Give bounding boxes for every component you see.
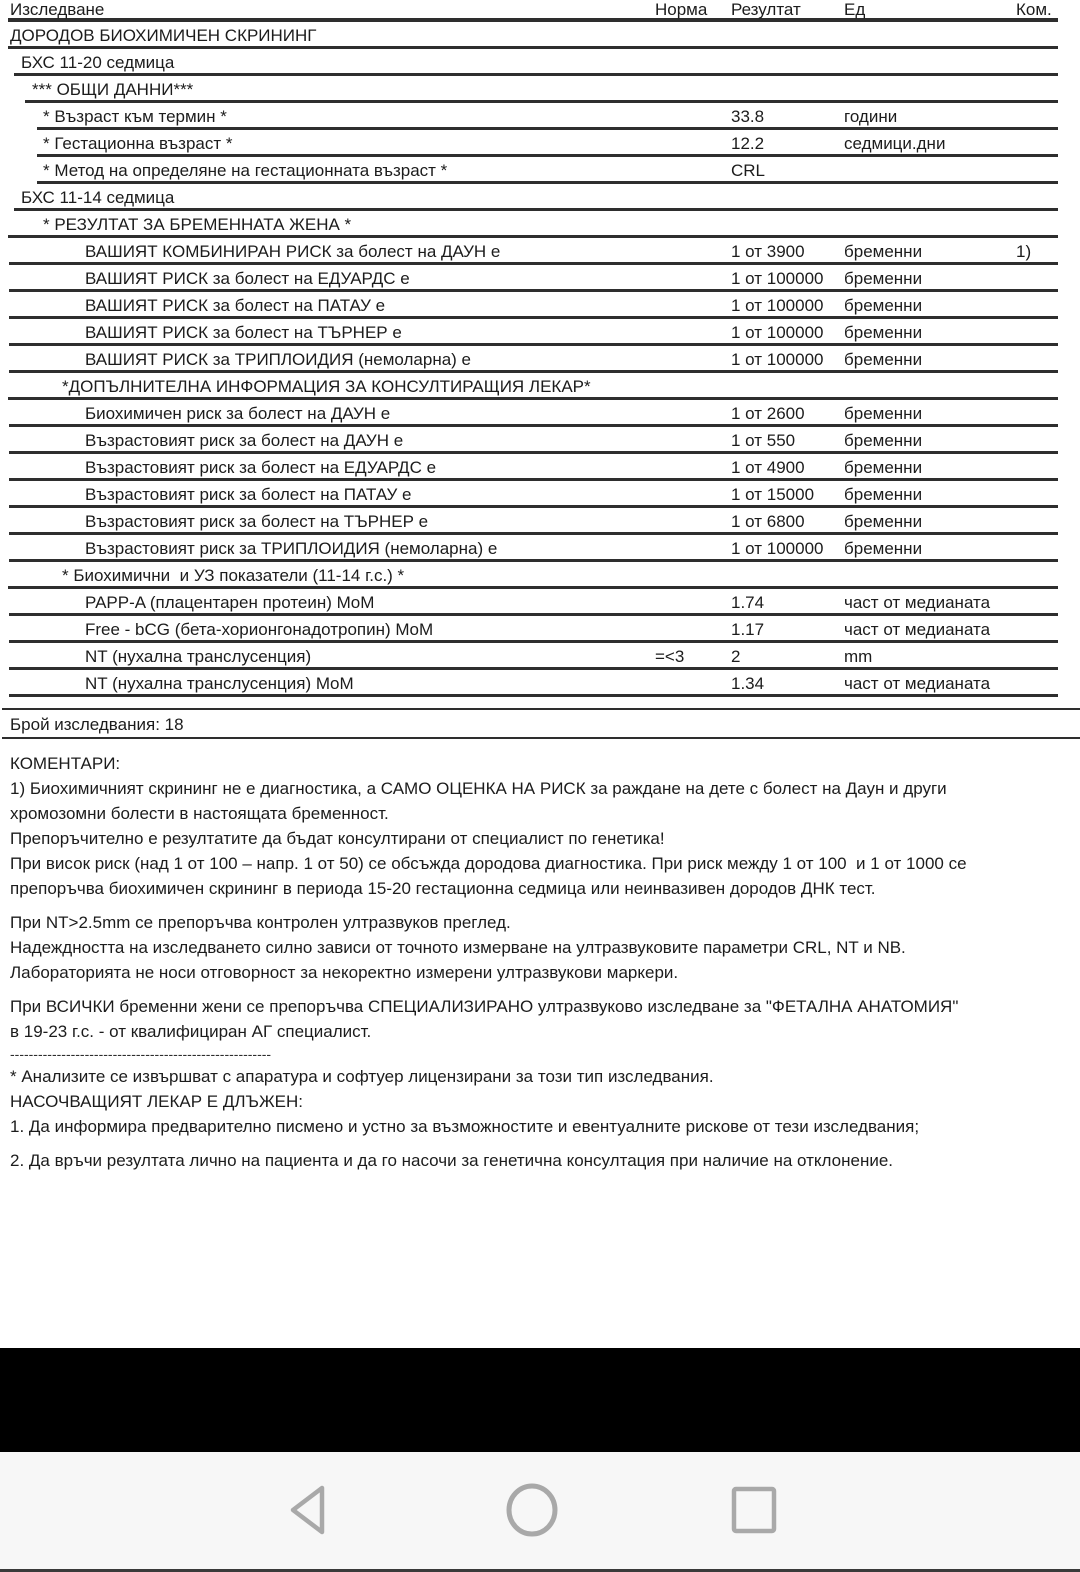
back-icon [286, 1482, 330, 1541]
table-row [0, 427, 1080, 454]
cell-unit: част от медианата [844, 619, 991, 639]
results-table [0, 0, 1080, 697]
cell-name: Възрастовият риск за болест на ТЪРНЕР е [85, 511, 429, 531]
cell-result: 1.74 [731, 592, 765, 612]
summary-text: Брой изследвания: 18 [10, 715, 184, 734]
cell-result: 1 от 100000 [731, 268, 824, 288]
comment-line [10, 985, 1080, 994]
table-row [0, 373, 1080, 400]
cell-name: Възрастовият риск за болест на ЕДУАРДС е [85, 457, 437, 477]
cell-result: CRL [731, 160, 766, 180]
cell-name: ВАШИЯТ РИСК за болест на ПАТАУ е [85, 295, 386, 315]
table-row [0, 508, 1080, 535]
table-row [0, 22, 1080, 49]
table-row [0, 346, 1080, 373]
cell-unit: бременни [844, 268, 923, 288]
home-icon [505, 1482, 559, 1541]
cell-unit: част от медианата [844, 673, 991, 693]
comment-line [10, 901, 1080, 910]
cell-name: БХС 11-20 седмица [21, 52, 175, 72]
cell-name: Възрастовият риск за болест на ПАТАУ е [85, 484, 412, 504]
column-header-rezultat: Резултат [731, 0, 801, 19]
cell-unit: бременни [844, 241, 923, 261]
fullscreen-black-area [0, 1348, 1080, 1452]
comment-line: * Анализите се извършват с апаратура и софтуер лицензирани за този тип изследвания. [10, 1067, 714, 1086]
comment-line: 1. Да информира предварително писмено и устно за възможностите и евентуалните рискове от тези изследвания; [10, 1117, 920, 1136]
comment-line: НАСОЧВАЩИЯТ ЛЕКАР Е ДЛЪЖЕН: [10, 1092, 304, 1111]
table-row [0, 184, 1080, 211]
table-row [0, 535, 1080, 562]
comment-line [10, 1139, 1080, 1148]
cell-name: БХС 11-14 седмица [21, 187, 175, 207]
cell-name: ВАШИЯТ РИСК за болест на ТЪРНЕР е [85, 322, 402, 342]
comment-line: КОМЕНТАРИ: [10, 754, 121, 773]
cell-name: NT (нухална транслусенция) MoM [85, 673, 354, 693]
cell-result: 1 от 100000 [731, 349, 824, 369]
cell-unit: mm [844, 646, 873, 666]
cell-name: Биохимичен риск за болест на ДАУН е [85, 403, 391, 423]
table-row [0, 481, 1080, 508]
cell-name: ДОРОДОВ БИОХИМИЧЕН СКРИНИНГ [10, 25, 317, 45]
cell-result: 1 от 15000 [731, 484, 815, 504]
row-rule [9, 694, 1058, 697]
cell-name: * РЕЗУЛТАТ ЗА БРЕМЕННАТА ЖЕНА * [43, 214, 352, 234]
table-row [0, 157, 1080, 184]
cell-result: 2 [731, 646, 741, 666]
table-row [0, 589, 1080, 616]
cell-name: NT (нухална транслусенция) [85, 646, 312, 666]
cell-unit: седмици.дни [844, 133, 946, 153]
comments-section [0, 751, 1080, 1173]
cell-result: 1 от 6800 [731, 511, 805, 531]
comment-line: хромозомни болести в настоящата бременност. [10, 804, 389, 823]
cell-name: ВАШИЯТ КОМБИНИРАН РИСК за болест на ДАУН е [85, 241, 501, 261]
cell-result: 1 от 100000 [731, 295, 824, 315]
cell-unit: бременни [844, 403, 923, 423]
cell-unit: бременни [844, 322, 923, 342]
table-row [0, 238, 1080, 265]
comment-line: -------------------------------------------------------- [10, 1046, 272, 1062]
comment-line: 2. Да връчи резултата лично на пациента и да го насочи за генетична консултация при наличие на отклонение. [10, 1151, 894, 1170]
cell-result: 1 от 550 [731, 430, 796, 450]
cell-unit: бременни [844, 430, 923, 450]
cell-unit: бременни [844, 349, 923, 369]
cell-result: 33.8 [731, 106, 765, 126]
comment-line: При висок риск (над 1 от 100 – напр. 1 от 50) се обсъжда дородова диагностика. При риск между 1 от 100 и 1 от 1000 се [10, 854, 967, 873]
table-row [0, 76, 1080, 103]
cell-result: 1.34 [731, 673, 765, 693]
table-row [0, 670, 1080, 697]
cell-result: 12.2 [731, 133, 765, 153]
cell-unit: бременни [844, 457, 923, 477]
summary-rule-bottom [2, 737, 1080, 740]
comment-line: При ВСИЧКИ бременни жени се препоръчва СПЕЦИАЛИЗИРАНО ултразвуково изследване за "ФЕТАЛНА АНАТОМИЯ" [10, 997, 959, 1016]
table-row [0, 130, 1080, 157]
cell-name: Free - bCG (бета-хорионгонадотропин) MoM [85, 619, 434, 639]
column-header-norma: Норма [655, 0, 708, 19]
cell-name: * Биохимични и УЗ показатели (11-14 г.с.) * [62, 565, 405, 585]
cell-unit: бременни [844, 484, 923, 504]
cell-name: *ДОПЪЛНИТЕЛНА ИНФОРМАЦИЯ ЗА КОНСУЛТИРАЩИЯ ЛЕКАР* [62, 376, 591, 396]
table-row [0, 616, 1080, 643]
table-row [0, 643, 1080, 670]
cell-unit: част от медианата [844, 592, 991, 612]
cell-result: 1 от 3900 [731, 241, 805, 261]
table-row [0, 49, 1080, 76]
comment-line: препоръчва биохимичен скрининг в периода 15-20 гестационна седмица или неинвазивен дородов ДНК тест. [10, 879, 876, 898]
table-row [0, 454, 1080, 481]
cell-result: 1.17 [731, 619, 765, 639]
cell-name: * Възраст към термин * [43, 106, 227, 126]
column-header-ed: Ед [844, 0, 866, 19]
cell-name: Възрастовият риск за болест на ДАУН е [85, 430, 404, 450]
cell-result: 1 от 4900 [731, 457, 805, 477]
summary-row [0, 708, 1080, 740]
home-button[interactable] [488, 1467, 576, 1555]
table-header-row [0, 0, 1080, 18]
comment-line: 1) Биохимичният скрининг не е диагностика, а САМО ОЦЕНКА НА РИСК за раждане на дете с болест на Даун и други [10, 779, 947, 798]
table-row [0, 292, 1080, 319]
cell-comment-ref: 1) [1016, 241, 1032, 261]
cell-name: * Метод на определяне на гестационната възраст * [43, 160, 448, 180]
table-row [0, 265, 1080, 292]
table-row [0, 319, 1080, 346]
cell-name: *** ОБЩИ ДАННИ*** [32, 79, 194, 99]
cell-name: Възрастовият риск за ТРИПЛОИДИЯ (немоларна) е [85, 538, 498, 558]
table-body [0, 22, 1080, 697]
cell-norm: =<3 [655, 646, 685, 666]
cell-name: * Гестационна възраст * [43, 133, 233, 153]
cell-name: ВАШИЯТ РИСК за болест на ЕДУАРДС е [85, 268, 410, 288]
comment-line: Лабораторията не носи отговорност за некоректно измерени ултразвукови маркери. [10, 963, 679, 982]
column-header-issledvane: Изследване [10, 0, 105, 19]
table-row [0, 103, 1080, 130]
comment-line: Надеждността на изследването силно зависи от точното измерване на ултразвуковите параметри CRL, NT и NB. [10, 938, 906, 957]
table-row [0, 562, 1080, 589]
recents-icon [731, 1486, 777, 1537]
cell-name: PAPP-A (плацентарен протеин) MoM [85, 592, 375, 612]
table-row [0, 400, 1080, 427]
cell-result: 1 от 100000 [731, 538, 824, 558]
cell-name: ВАШИЯТ РИСК за ТРИПЛОИДИЯ (немоларна) е [85, 349, 472, 369]
cell-unit: бременни [844, 511, 923, 531]
cell-result: 1 от 2600 [731, 403, 805, 423]
android-navbar [0, 1452, 1080, 1569]
column-header-kom: Ком. [1016, 0, 1052, 19]
table-row [0, 211, 1080, 238]
comment-line: в 19-23 г.с. - от квалифициран АГ специалист. [10, 1022, 372, 1041]
cell-result: 1 от 100000 [731, 322, 824, 342]
back-button[interactable] [264, 1467, 352, 1555]
comment-line: Препоръчително е резултатите да бъдат консултирани от специалист по генетика! [10, 829, 665, 848]
comment-line: При NT>2.5mm се препоръчва контролен ултразвуков преглед. [10, 913, 511, 932]
cell-unit: години [844, 106, 898, 126]
recents-button[interactable] [710, 1467, 798, 1555]
cell-unit: бременни [844, 538, 923, 558]
cell-unit: бременни [844, 295, 923, 315]
